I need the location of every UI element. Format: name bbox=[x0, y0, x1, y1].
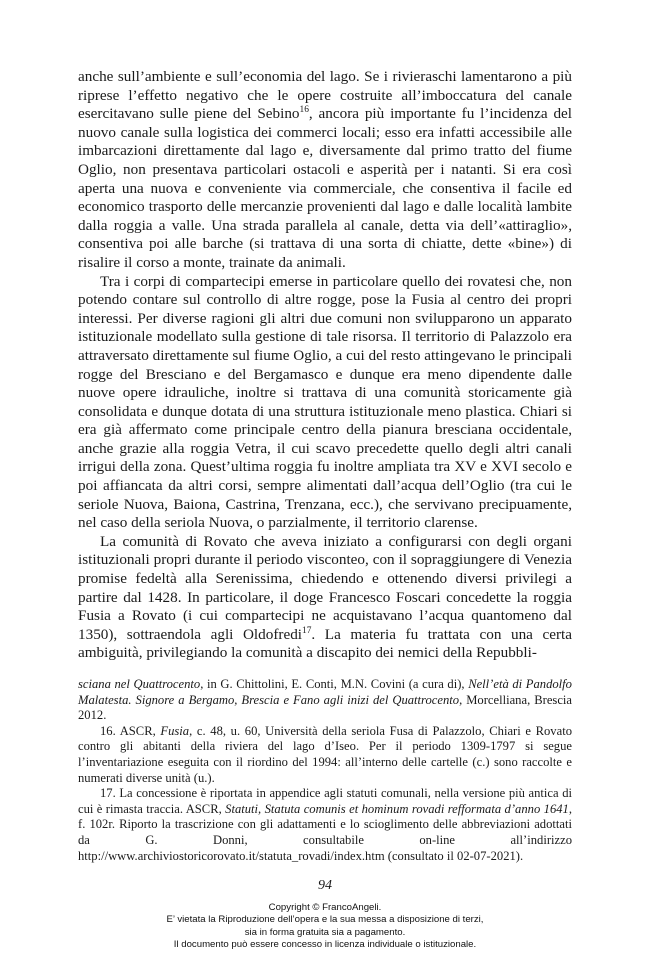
footnote-ref-17: 17 bbox=[302, 625, 312, 636]
copyright-line-3: sia in forma gratuita sia a pagamento. bbox=[244, 926, 406, 938]
page-number: 94 bbox=[318, 878, 332, 893]
footnote-17: 17. La concessione è riportata in appendice agli statuti comunali, nella versione più antica di cui è rimasta traccia. ASCR, Statuti, Statuta comunis et hominum rovadi refformata d’anno 1641, f. 102r. Riporto la trascrizione con gli adattamenti e lo scioglimento delle abbreviazioni adottati da G. Donni, consultabile on-line all’indirizzo http://www.archiviostoricorovato.it/statuta_rovadi/index.htm (consultato il 02-07-2021). bbox=[78, 786, 572, 863]
paragraph-1: anche sull’ambiente e sull’economia del lago. Se i rivieraschi lamentarono a più riprese l’effetto negativo che le opere costruite all’imboccatura del canale esercitavano sulle piene del Sebino$^{16}$, ancora più importante fu l’incidenza del nuovo canale sulla logistica dei commerci locali; esso era infatti accessibile alle imbarcazioni direttamente dal lago e, diversamente dal primo tratto del fiume Oglio, non presentava particolari ostacoli e asperità per i natanti. Si era così aperta una nuova e conveniente via commerciale, che consentiva il facile ed economico trasporto delle mercanzie provenienti dal lago e dalle località lambite dalla roggia a valle. Una strada parallela al canale, detta via dell’«attiraglio», consentiva poi alle barche (si trattava di una sorta di chiatte, dette «bine») di risalire il corso a monte, trainate da animali. bbox=[78, 68, 572, 271]
copyright-notice bbox=[0, 902, 650, 952]
footnote-16: 16. ASCR, Fusia, c. 48, u. 60, Università della seriola Fusa di Palazzolo, Chiari e Rovato contro gli abitanti della riviera del lago d’Iseo. Per il periodo 1309-1797 si segue l’inventariazione eseguita con il riordino del 1994: all’interno delle cartelle (c.) sono raccolte e numerati diverse unità (u.). bbox=[78, 723, 572, 785]
copyright-line-1: Copyright © FrancoAngeli. bbox=[268, 902, 382, 913]
footnotes bbox=[78, 677, 572, 864]
body-text bbox=[78, 68, 572, 663]
copyright-line-4: Il documento può essere concesso in licenza individuale o istituzionale. bbox=[173, 939, 477, 951]
paragraph-3: La comunità di Rovato che aveva iniziato a configurarsi con degli organi istituzionali propri durante il periodo visconteo, con il sopraggiungere di Venezia promise fedeltà alla Serenissima, chiedendo e ottenendo diversi privilegi a partire dal 1428. In particolare, il doge Francesco Foscari concedette la roggia Fusia a Rovato (i cui compartecipi ne acquistavano l’acqua quantomeno dal 1350), sottraendola agli Oldofredi$^{17}$. La materia fu trattata con una certa ambiguità, privilegiando la comunità a discapito dei nemici della Repubbli- bbox=[78, 532, 572, 662]
copyright-line-2: E’ vietata la Riproduzione dell’opera e la sua messa a disposizione di terzi, bbox=[166, 914, 484, 926]
footnote-continuation: sciana nel Quattrocento, in G. Chittolini, E. Conti, M.N. Covini (a cura di), Nell’età di Pandolfo Malatesta. Signore a Bergamo, Brescia e Fano agli inizi del Quattrocento, Morcelliana, Brescia 2012. bbox=[78, 677, 572, 723]
page-content bbox=[78, 68, 572, 864]
paragraph-2: Tra i corpi di compartecipi emerse in particolare quello dei rovatesi che, non potendo contare sul controllo di altre rogge, pose la Fusia al centro dei propri interessi. Per diverse ragioni gli altri due comuni non svilupparono un apparato istituzionale modellato sulla gestione di tale risorsa. Il territorio di Palazzolo era attraversato direttamente sul fiume Oglio, a cui del resto attingevano le principali rogge del Bresciano e del Bergamasco e dunque era meno dipendente dalle nuove opere idrauliche, inoltre si trattava di una comunità storicamente già consolidata e dunque dotata di una struttura istituzionale meno plastica. Chiari si era già affermato come principale centro della pianura bresciana occidentale, anche grazie alla roggia Vetra, il cui scavo precedette quello degli altri canali irrigui della zona. Quest’ultima roggia fu inoltre ampliata tra XV e XVI secolo e poi affiancata da altri corsi, sempre alimentati dall’acqua dell’Oglio (tra cui le seriole Nuova, Baiona, Castrina, Trenzana, ecc.), che servivano precipuamente, nel caso della seriola Nuova, o parzialmente, il territorio clarense. bbox=[78, 272, 572, 532]
footnote-ref-16: 16 bbox=[299, 105, 309, 116]
